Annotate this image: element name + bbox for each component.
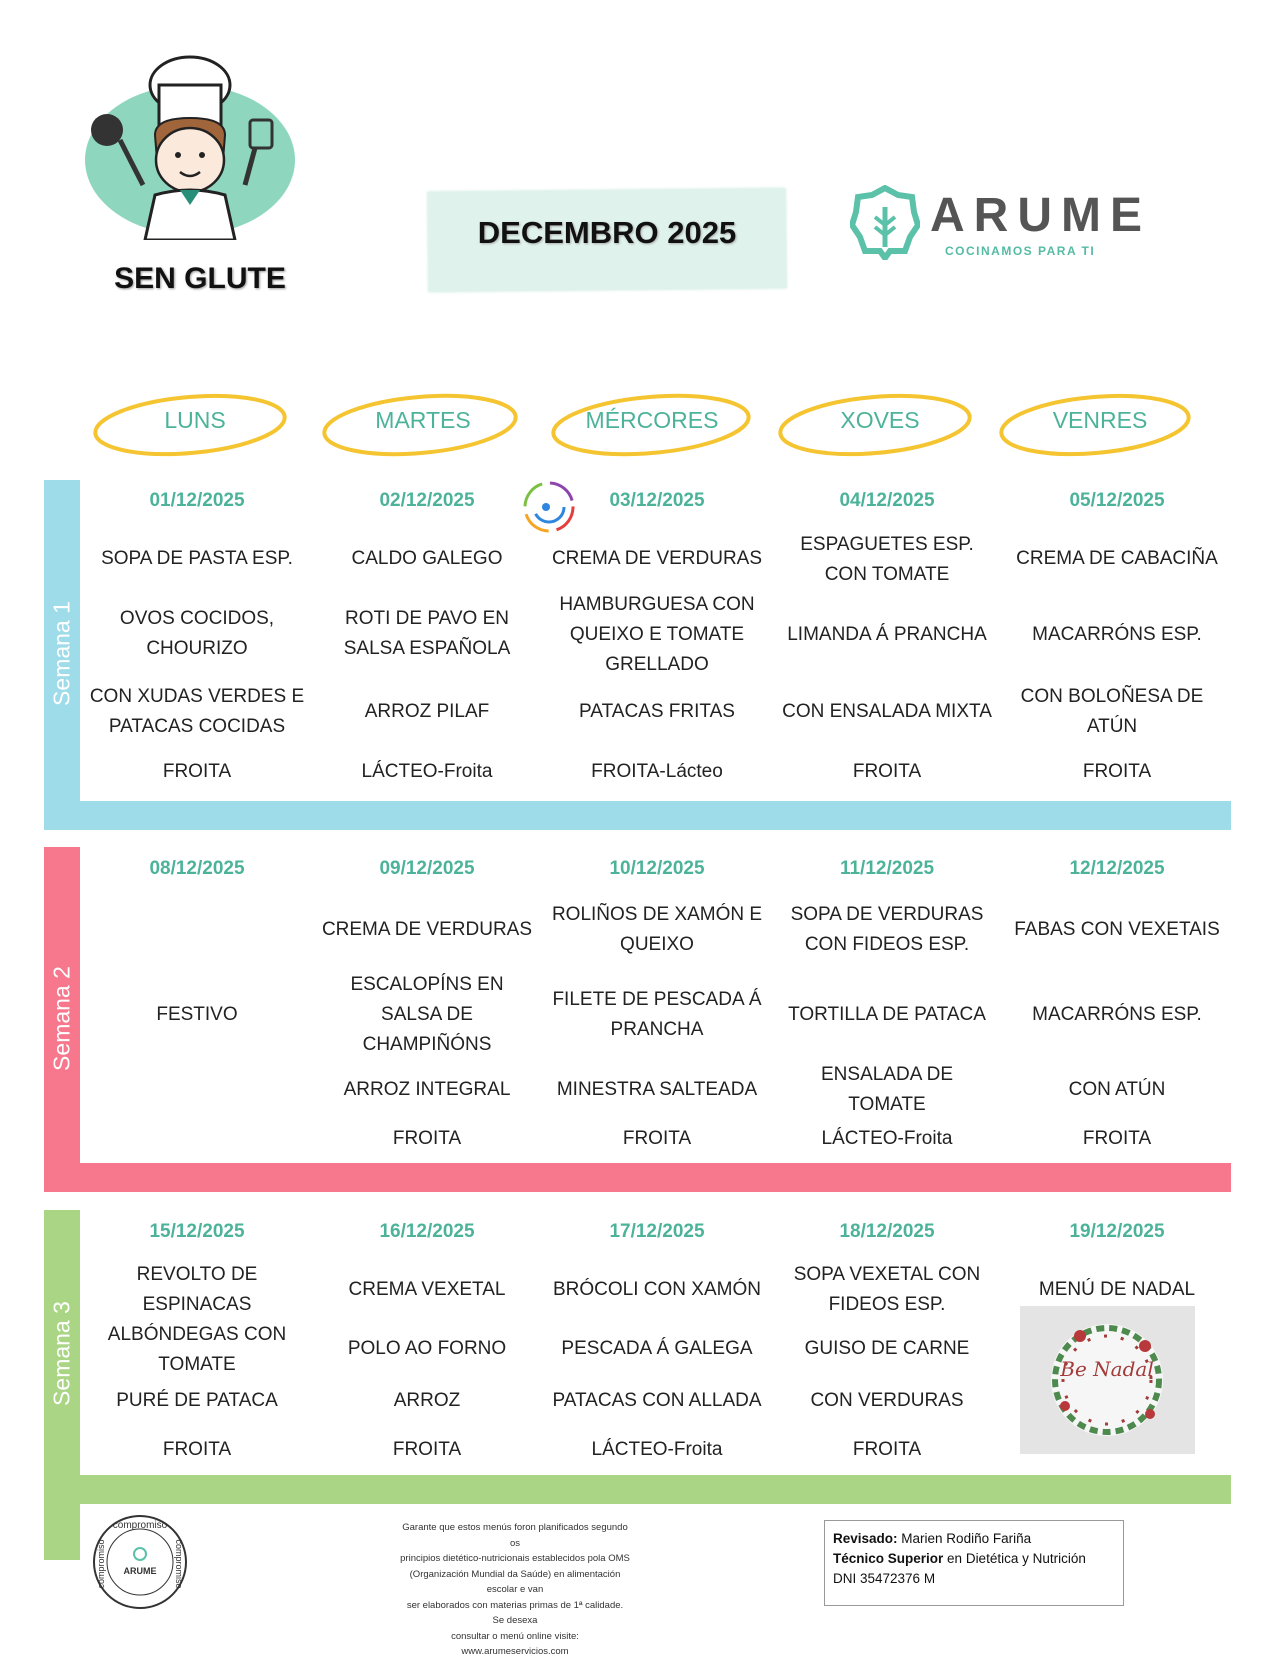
week-label: Semana 3 xyxy=(48,1301,75,1406)
meal-cell: LÁCTEO-Froita xyxy=(591,1439,723,1460)
meal-cell: PESCADA Á GALEGA xyxy=(561,1338,753,1359)
date-cell: 11/12/2025 xyxy=(839,858,935,879)
note-line: (Organización Mundial da Saúde) en alimentación escolar e van xyxy=(409,1568,621,1595)
meal-cell: CON VERDURAS xyxy=(810,1390,964,1411)
date-cell: 16/12/2025 xyxy=(379,1221,475,1242)
week1-bottom-band xyxy=(44,801,1231,830)
week-label: Semana 1 xyxy=(48,601,75,706)
meal-cell: PATACAS CON ALLADA xyxy=(552,1390,762,1411)
date-cell: 02/12/2025 xyxy=(379,490,475,511)
meal-cell: PATACAS FRITAS xyxy=(579,701,735,722)
note-line: principios dietético-nutricionais establecidos pola OMS xyxy=(400,1553,630,1564)
meal-cell: TORTILLA DE PATACA xyxy=(788,1004,986,1025)
meal-cell: FILETE DE PESCADA Á PRANCHA xyxy=(552,989,762,1040)
nutrition-guarantee-note xyxy=(400,1520,630,1660)
meal-cell: FROITA xyxy=(1082,761,1152,782)
meal-cell: LÁCTEO-Froita xyxy=(361,761,493,782)
meal-cell: FROITA xyxy=(622,1128,692,1149)
week-label: Semana 2 xyxy=(48,966,75,1071)
date-cell: 10/12/2025 xyxy=(609,858,705,879)
christmas-wreath-icon xyxy=(1020,1306,1195,1454)
meal-cell: SOPA VEXETAL CON FIDEOS ESP. xyxy=(793,1264,981,1315)
meal-cell: FROITA xyxy=(162,761,232,782)
meal-cell: MINESTRA SALTEADA xyxy=(556,1079,758,1100)
reviewer-title-bold: Técnico Superior xyxy=(833,1551,944,1566)
reviewer-line xyxy=(833,1531,1031,1546)
meal-cell: POLO AO FORNO xyxy=(347,1338,507,1359)
note-line: Garante que estos menús foron planificados segundo os xyxy=(402,1522,628,1549)
meal-cell: FROITA xyxy=(1082,1128,1152,1149)
meal-cell: ALBÓNDEGAS CON TOMATE xyxy=(107,1324,287,1375)
date-cell: 15/12/2025 xyxy=(149,1221,245,1242)
reviewed-label: Revisado: xyxy=(833,1531,898,1546)
meal-cell: PURÉ DE PATACA xyxy=(116,1390,278,1411)
date-cell: 18/12/2025 xyxy=(839,1221,935,1242)
meal-cell: HAMBURGUESA CON QUEIXO E TOMATE GRELLADO xyxy=(559,594,755,675)
meal-cell: CON BOLOÑESA DE ATÚN xyxy=(1020,686,1204,737)
date-cell: 19/12/2025 xyxy=(1069,1221,1165,1242)
date-cell: 17/12/2025 xyxy=(609,1221,705,1242)
day-label: VENRES xyxy=(1052,407,1148,433)
diet-label: SEN GLUTE xyxy=(114,262,286,295)
day-header-mercores xyxy=(547,385,757,465)
date-cell: 03/12/2025 xyxy=(609,490,705,511)
day-header-xoves xyxy=(775,385,985,465)
special-menu-cell: MENÚ DE NADAL xyxy=(1038,1279,1196,1300)
reviewer-title-rest: en Dietética y Nutrición xyxy=(947,1551,1086,1566)
date-cell: 01/12/2025 xyxy=(149,490,245,511)
meal-cell: MACARRÓNS ESP. xyxy=(1032,1004,1202,1025)
be-nadal-wreath-image xyxy=(1020,1306,1195,1454)
meal-cell: GUISO DE CARNE xyxy=(804,1338,970,1359)
date-cell: 09/12/2025 xyxy=(379,858,475,879)
festivo-cell: FESTIVO xyxy=(156,1004,238,1025)
chef-mascot-illustration xyxy=(85,40,310,240)
day-header-martes xyxy=(318,385,528,465)
meal-cell: CREMA DE VERDURAS xyxy=(551,548,763,569)
meal-cell: FROITA xyxy=(852,761,922,782)
meal-cell: CON XUDAS VERDES E PATACAS COCIDAS xyxy=(89,686,305,737)
meal-cell: CON ATÚN xyxy=(1068,1079,1166,1100)
day-label: XOVES xyxy=(840,407,920,433)
meal-cell: SOPA DE VERDURAS CON FIDEOS ESP. xyxy=(790,904,984,955)
day-label: LUNS xyxy=(164,407,226,433)
meal-cell: ESCALOPÍNS EN SALSA DE CHAMPIÑÓNS xyxy=(350,974,504,1055)
month-title: DECEMBRO 2025 xyxy=(477,215,737,250)
date-cell: 12/12/2025 xyxy=(1069,858,1165,879)
meal-cell: ARROZ INTEGRAL xyxy=(343,1079,511,1100)
reviewer-title-line xyxy=(833,1551,1086,1566)
meal-cell: FROITA xyxy=(162,1439,232,1460)
meal-cell: LIMANDA Á PRANCHA xyxy=(787,624,987,645)
compromiso-seal-icon xyxy=(90,1512,190,1612)
logo-seal-text: Be Nadal xyxy=(1060,1357,1154,1381)
meal-cell: CREMA VEXETAL xyxy=(348,1279,506,1300)
date-cell: 05/12/2025 xyxy=(1069,490,1165,511)
meal-cell: FROITA xyxy=(392,1128,462,1149)
meal-cell: MACARRÓNS ESP. xyxy=(1032,624,1202,645)
note-line: consultar o menú online visite: www.arumeservicios.com xyxy=(451,1630,579,1657)
meal-cell: CALDO GALEGO xyxy=(351,548,503,569)
brand-tagline: COCINAMOS PARA TI xyxy=(945,244,1096,258)
day-label: MARTES xyxy=(375,407,471,433)
day-label: MÉRCORES xyxy=(585,407,719,433)
brand-name: ARUME xyxy=(930,189,1151,242)
date-cell: 04/12/2025 xyxy=(839,490,935,511)
week3-bottom-band xyxy=(44,1475,1231,1504)
seal-text-left: compromiso xyxy=(96,1539,106,1589)
arume-leaf-icon xyxy=(850,185,920,260)
meal-cell: REVOLTO DE ESPINACAS xyxy=(136,1264,258,1315)
seal-text-right: compromiso xyxy=(174,1539,184,1589)
meal-cell: FROITA xyxy=(392,1439,462,1460)
meal-cell: LÁCTEO-Froita xyxy=(821,1128,953,1149)
seal-text-top: compromiso xyxy=(112,1520,168,1531)
meal-cell: ROLIÑOS DE XAMÓN E QUEIXO xyxy=(551,904,763,955)
meal-cell: BRÓCOLI CON XAMÓN xyxy=(553,1279,761,1300)
day-header-luns xyxy=(90,385,300,465)
reviewer-box xyxy=(824,1520,1124,1606)
note-line: ser elaborados con materias primas de 1ª calidade. Se desexa xyxy=(406,1599,624,1626)
week2-bottom-band xyxy=(44,1163,1231,1192)
meal-cell: ROTI DE PAVO EN SALSA ESPAÑOLA xyxy=(343,608,511,659)
meal-cell: CREMA DE CABACIÑA xyxy=(1016,548,1218,569)
meal-cell: ESPAGUETES ESP. CON TOMATE xyxy=(800,534,974,585)
day-header-venres xyxy=(995,385,1205,465)
arume-compromiso-seal xyxy=(90,1512,190,1612)
meal-cell: FROITA-Lácteo xyxy=(591,761,723,782)
meal-cell: ARROZ PILAF xyxy=(364,701,490,722)
reviewer-dni: DNI 35472376 M xyxy=(833,1571,936,1586)
meal-cell: OVOS COCIDOS, CHOURIZO xyxy=(119,608,275,659)
date-cell: 08/12/2025 xyxy=(149,858,245,879)
meal-cell: CREMA DE VERDURAS xyxy=(321,919,533,940)
meal-cell: ENSALADA DE TOMATE xyxy=(821,1064,953,1115)
seal-text-center: ARUME xyxy=(123,1566,157,1576)
meal-cell: SOPA DE PASTA ESP. xyxy=(101,548,293,569)
meal-cell: ARROZ xyxy=(393,1390,461,1411)
meal-cell: FABAS CON VEXETAIS xyxy=(1014,919,1220,940)
meal-cell: CON ENSALADA MIXTA xyxy=(782,701,992,722)
meal-cell: FROITA xyxy=(852,1439,922,1460)
reviewer-name: Marien Rodiño Fariña xyxy=(901,1531,1032,1546)
